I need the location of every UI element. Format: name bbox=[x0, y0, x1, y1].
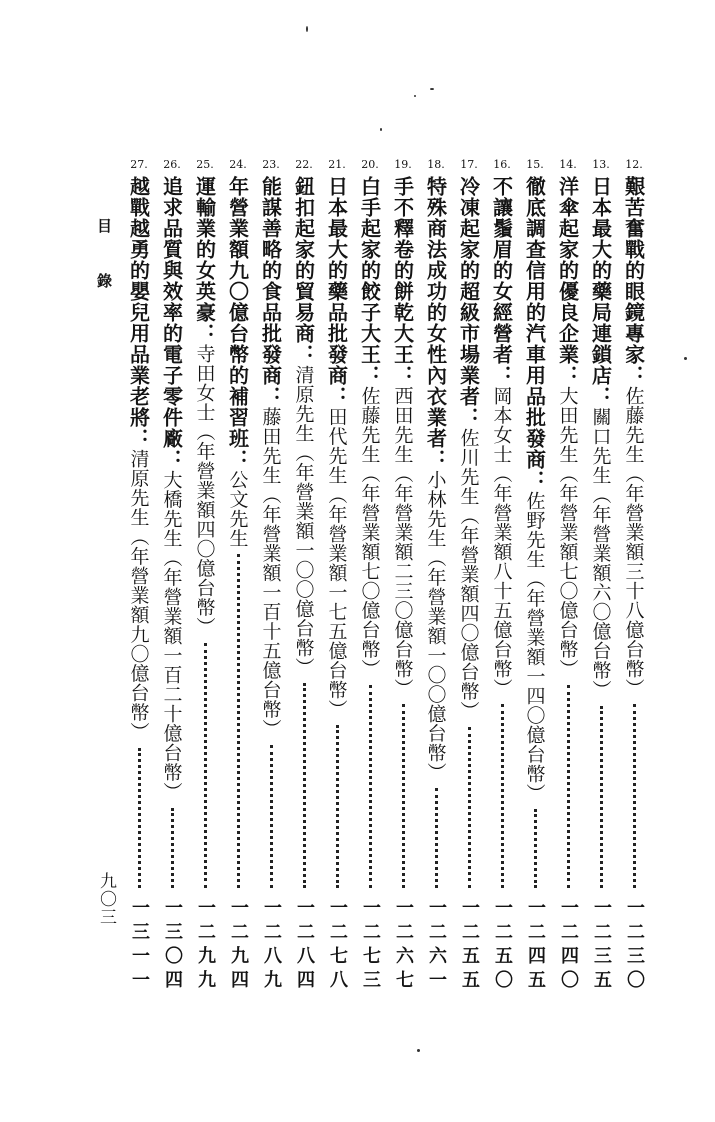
entry-title-text: 日本最大的藥品批發商： bbox=[324, 176, 349, 407]
dot-leader bbox=[204, 643, 207, 888]
toc-entry[interactable] bbox=[584, 158, 618, 994]
entry-detail: 岡本女士（年營業額八十五億台幣） bbox=[490, 386, 513, 698]
toc-entry[interactable] bbox=[518, 158, 552, 994]
entry-detail: 小林先生（年營業額一〇〇億台幣） bbox=[424, 470, 447, 782]
entry-title bbox=[587, 176, 616, 700]
entry-page-number: 一二四五 bbox=[525, 898, 546, 994]
toc-entry[interactable] bbox=[485, 158, 519, 994]
toc-entry[interactable] bbox=[551, 158, 585, 994]
entry-number: 20. bbox=[361, 158, 379, 171]
entry-page-number: 一二四〇 bbox=[558, 898, 579, 994]
entry-page-number: 一二三五 bbox=[591, 898, 612, 994]
entry-title bbox=[356, 176, 385, 679]
entry-title bbox=[488, 176, 517, 698]
entry-title-text: 洋傘起家的優良企業： bbox=[555, 176, 580, 386]
entry-number: 23. bbox=[262, 158, 280, 171]
scan-speck bbox=[430, 88, 434, 90]
dot-leader bbox=[369, 685, 372, 888]
toc-entry[interactable] bbox=[122, 158, 156, 994]
entry-title bbox=[191, 176, 220, 637]
dot-leader bbox=[237, 554, 240, 888]
toc-entry[interactable] bbox=[221, 158, 255, 994]
entry-title-text: 徹底調查信用的汽車用品批發商： bbox=[522, 176, 547, 491]
entry-page-number: 一二五五 bbox=[459, 898, 480, 994]
entry-detail: 清原先生（年營業額九〇億台幣） bbox=[127, 449, 150, 742]
entry-number: 19. bbox=[394, 158, 412, 171]
entry-detail: 田代先生（年營業額一七五億台幣） bbox=[325, 407, 348, 719]
entry-page-number: 一二六七 bbox=[393, 898, 414, 994]
scan-speck bbox=[684, 357, 687, 360]
entry-title bbox=[554, 176, 583, 679]
entry-detail: 大橋先生（年營業額一百二十億台幣） bbox=[160, 470, 183, 802]
scan-speck bbox=[306, 26, 308, 32]
entry-number: 13. bbox=[592, 158, 610, 171]
entry-number: 15. bbox=[526, 158, 544, 171]
entry-number: 22. bbox=[295, 158, 313, 171]
entry-number: 21. bbox=[328, 158, 346, 171]
entry-detail: 寺田女士（年營業額四〇億台幣） bbox=[193, 344, 216, 637]
entry-page-number: 一二九四 bbox=[228, 898, 249, 994]
entry-page-number: 一二七三 bbox=[360, 898, 381, 994]
entry-title-text: 手不釋卷的餅乾大王： bbox=[390, 176, 415, 386]
dot-leader bbox=[501, 704, 504, 888]
entry-title bbox=[389, 176, 418, 698]
entry-title-text: 鈕扣起家的貿易商： bbox=[291, 176, 316, 365]
entry-title bbox=[125, 176, 154, 742]
entry-detail: 佐川先生（年營業額四〇億台幣） bbox=[457, 428, 480, 721]
dot-leader bbox=[435, 788, 438, 888]
entry-title bbox=[158, 176, 187, 802]
dot-leader bbox=[468, 727, 471, 888]
entry-number: 27. bbox=[130, 158, 148, 171]
entry-title-text: 運輸業的女英豪： bbox=[192, 176, 217, 344]
entry-title bbox=[521, 176, 550, 803]
entry-number: 12. bbox=[625, 158, 643, 171]
entry-page-number: 一二八九 bbox=[261, 898, 282, 994]
entry-detail: 佐藤先生（年營業額三十八億台幣） bbox=[622, 386, 645, 698]
entry-title-text: 冷凍起家的超級市場業者： bbox=[456, 176, 481, 428]
dot-leader bbox=[138, 748, 141, 888]
entry-title-text: 年營業額九〇億台幣的補習班： bbox=[225, 176, 250, 470]
toc-entry[interactable] bbox=[617, 158, 651, 994]
toc-entry[interactable] bbox=[287, 158, 321, 994]
scan-speck bbox=[380, 128, 382, 131]
entry-page-number: 一三一一 bbox=[129, 898, 150, 994]
entry-title-text: 不讓鬚眉的女經營者： bbox=[489, 176, 514, 386]
entry-page-number: 一二五〇 bbox=[492, 898, 513, 994]
entry-detail: 佐野先生（年營業額一四〇億台幣） bbox=[523, 491, 546, 803]
entry-number: 25. bbox=[196, 158, 214, 171]
entry-detail: 藤田先生（年營業額一百十五億台幣） bbox=[259, 407, 282, 739]
entry-title-text: 日本最大的藥局連鎖店： bbox=[588, 176, 613, 407]
toc-entry[interactable] bbox=[353, 158, 387, 994]
entry-detail: 公文先生 bbox=[226, 470, 249, 548]
entry-number: 24. bbox=[229, 158, 247, 171]
entry-page-number: 一二三〇 bbox=[624, 898, 645, 994]
dot-leader bbox=[567, 685, 570, 888]
entry-title-text: 艱苦奮戰的眼鏡專家： bbox=[621, 176, 646, 386]
section-label: 目錄 bbox=[95, 218, 113, 328]
toc-entry[interactable] bbox=[254, 158, 288, 994]
entry-page-number: 一二八四 bbox=[294, 898, 315, 994]
toc-entry[interactable] bbox=[452, 158, 486, 994]
entry-title-text: 能謀善略的食品批發商： bbox=[258, 176, 283, 407]
entry-page-number: 一二七八 bbox=[327, 898, 348, 994]
entry-number: 16. bbox=[493, 158, 511, 171]
dot-leader bbox=[270, 745, 273, 888]
entry-title bbox=[455, 176, 484, 721]
entry-number: 26. bbox=[163, 158, 181, 171]
entry-title-text: 特殊商法成功的女性內衣業者： bbox=[423, 176, 448, 470]
entry-page-number: 一二九九 bbox=[195, 898, 216, 994]
dot-leader bbox=[534, 809, 537, 888]
entry-detail: 西田先生（年營業額二三〇億台幣） bbox=[391, 386, 414, 698]
entry-title bbox=[323, 176, 352, 719]
scan-speck bbox=[417, 1049, 420, 1052]
entry-page-number: 一二六一 bbox=[426, 898, 447, 994]
toc-entry[interactable] bbox=[320, 158, 354, 994]
dot-leader bbox=[402, 704, 405, 888]
toc-entry[interactable] bbox=[155, 158, 189, 994]
entry-number: 17. bbox=[460, 158, 478, 171]
entry-title bbox=[620, 176, 649, 698]
entry-page-number: 一三〇四 bbox=[162, 898, 183, 994]
dot-leader bbox=[303, 683, 306, 888]
dot-leader bbox=[633, 704, 636, 888]
entry-detail: 佐藤先生（年營業額七〇億台幣） bbox=[358, 386, 381, 679]
entry-title-text: 白手起家的餃子大王： bbox=[357, 176, 382, 386]
dot-leader bbox=[336, 725, 339, 888]
scan-speck bbox=[414, 95, 416, 97]
toc-entry[interactable] bbox=[188, 158, 222, 994]
entry-detail: 清原先生（年營業額一〇〇億台幣） bbox=[292, 365, 315, 677]
entry-title-text: 越戰越勇的嬰兒用品業老將： bbox=[126, 176, 151, 449]
entry-title bbox=[290, 176, 319, 677]
entry-title bbox=[257, 176, 286, 739]
entry-detail: 關口先生（年營業額六〇億台幣） bbox=[589, 407, 612, 700]
page-folio: 九〇三 bbox=[96, 872, 116, 926]
entry-number: 18. bbox=[427, 158, 445, 171]
entry-detail: 大田先生（年營業額七〇億台幣） bbox=[556, 386, 579, 679]
entry-number: 14. bbox=[559, 158, 577, 171]
toc-entry[interactable] bbox=[386, 158, 420, 994]
entry-title bbox=[422, 176, 451, 782]
dot-leader bbox=[600, 706, 603, 888]
toc-entry[interactable] bbox=[419, 158, 453, 994]
dot-leader bbox=[171, 808, 174, 888]
entry-title-text: 追求品質與效率的電子零件廠： bbox=[159, 176, 184, 470]
entry-title bbox=[224, 176, 253, 548]
